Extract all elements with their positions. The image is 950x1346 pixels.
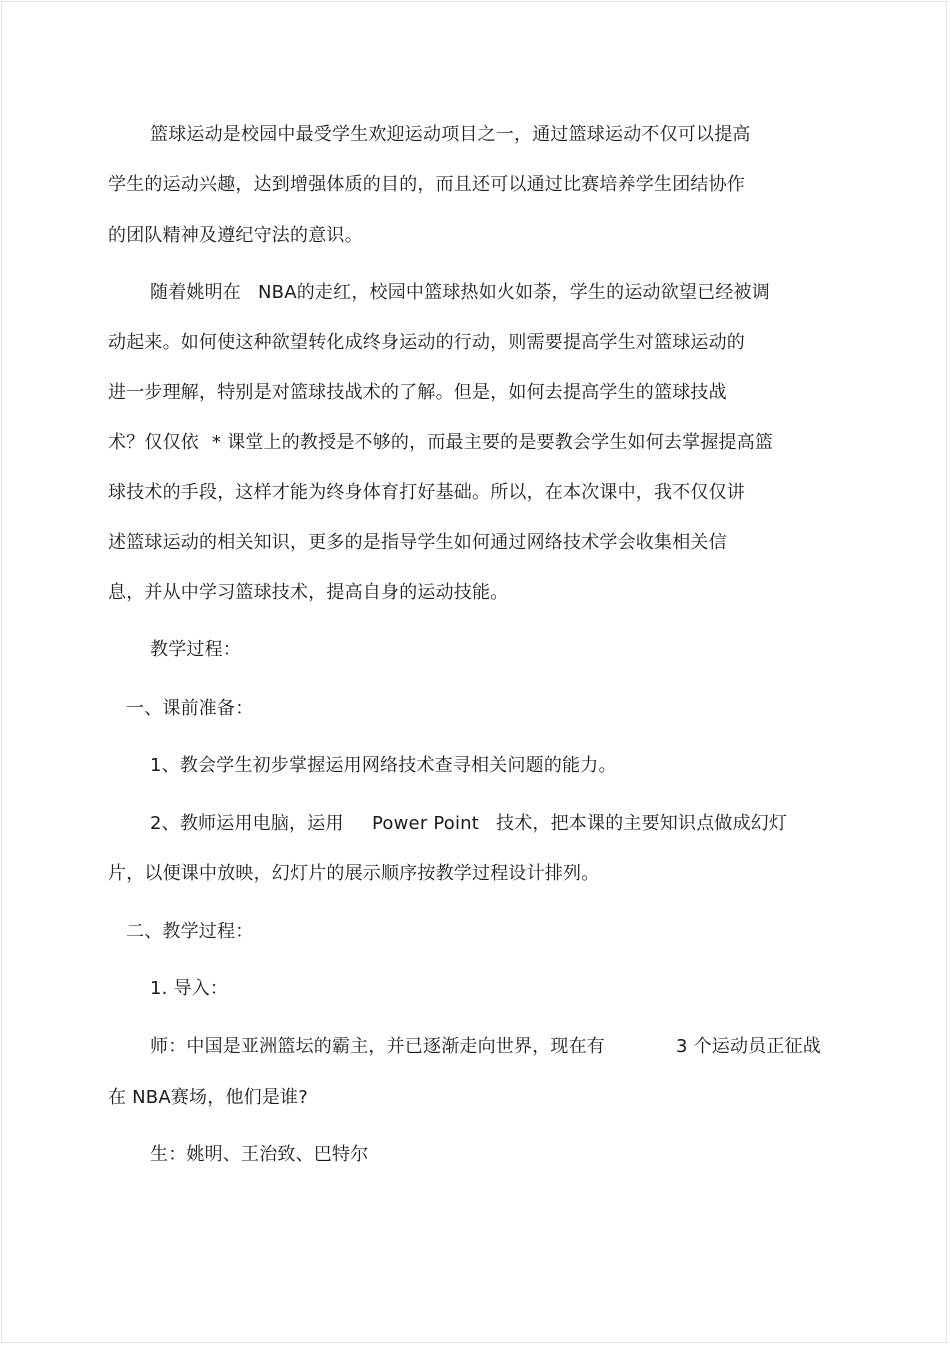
- text-segment: 1. 导入：: [150, 978, 229, 999]
- text-segment: 1、教会学生初步掌握运用网络技术查寻相关问题的能力。: [150, 755, 617, 776]
- text-segment: 3 个运动员正征战: [676, 1036, 821, 1057]
- text-segment: 技术，把本课的主要知识点做成幻灯: [496, 813, 788, 834]
- text-segment: 教学过程：: [150, 639, 241, 660]
- text-segment: * 课堂上的教授是不够的，而最主要的是要教会学生如何去掌握提高篮: [212, 432, 774, 453]
- text-segment: 2、教师运用电脑，运用: [150, 813, 344, 834]
- text-segment: 术？仅仅依: [108, 432, 199, 453]
- text-segment: Power Point: [372, 813, 480, 834]
- text-segment: 息，并从中学习篮球技术，提高自身的运动技能。: [108, 582, 509, 603]
- text-segment: 生：姚明、王治致、巴特尔: [150, 1144, 369, 1165]
- page-frame: [1, 1, 947, 1343]
- text-segment: 片，以便课中放映，幻灯片的展示顺序按教学过程设计排列。: [108, 863, 600, 884]
- text-segment: 学生的运动兴趣，达到增强体质的目的，而且还可以通过比赛培养学生团结协作: [108, 174, 745, 195]
- text-segment: 篮球运动是校园中最受学生欢迎运动项目之一，通过篮球运动不仅可以提高: [150, 124, 751, 145]
- text-segment: 随着姚明在: [150, 282, 241, 303]
- text-segment: 述篮球运动的相关知识，更多的是指导学生如何通过网络技术学会收集相关信: [108, 532, 727, 553]
- text-segment: 一、课前准备：: [126, 698, 254, 719]
- student-answer: [0, 1143, 369, 1215]
- text-segment: 进一步理解，特别是对篮球技战术的了解。但是，如何去提高学生的篮球技战: [108, 382, 727, 403]
- text-segment: 球技术的手段，这样才能为终身体育打好基础。所以，在本次课中，我不仅仅讲: [108, 482, 745, 503]
- text-segment: 动起来。如何使这种欲望转化成终身运动的行动，则需要提高学生对篮球运动的: [108, 332, 745, 353]
- text-segment: 的团队精神及遵纪守法的意识。: [108, 225, 363, 246]
- text-segment: NBA的走红，校园中篮球热如火如荼，学生的运动欲望已经被调: [258, 282, 770, 303]
- text-segment: 在 NBA赛场，他们是谁?: [108, 1087, 309, 1108]
- text-segment: 师：中国是亚洲篮坛的霸主，并已逐渐走向世界，现在有: [150, 1036, 605, 1057]
- text-segment: 二、教学过程：: [126, 921, 254, 942]
